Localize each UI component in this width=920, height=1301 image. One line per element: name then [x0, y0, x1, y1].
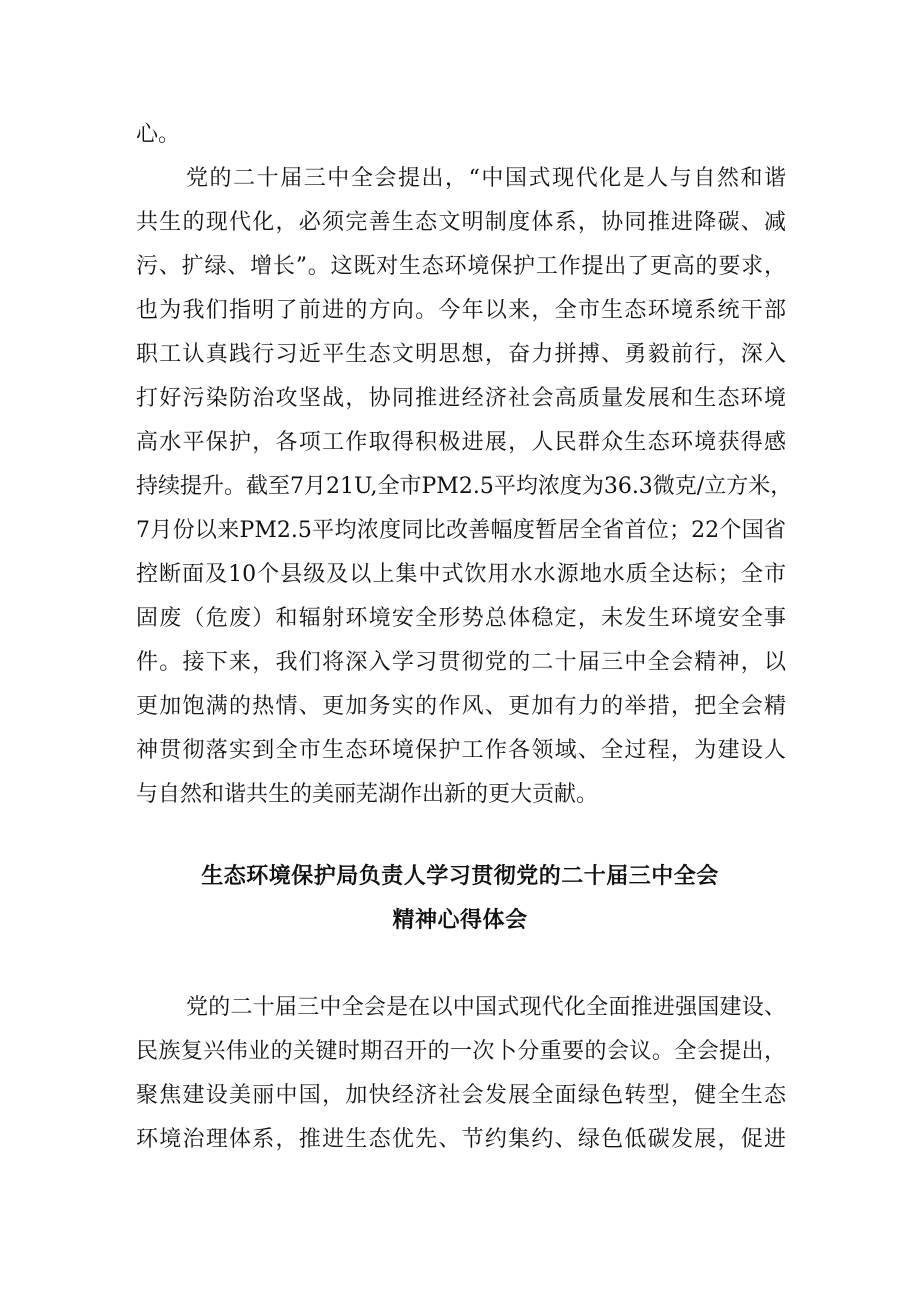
- paragraph-2-line-7: 高水平保护，各项工作取得积极进展，人民群众生态环境获得感: [136, 430, 786, 455]
- paragraph-2-line-9: 7月份以来PM2.5平均浓度同比改善幅度暂居全省首位；22个国省: [136, 518, 786, 543]
- paragraph-2-line-10: 控断面及10个县级及以上集中式饮用水水源地水质全达标；全市: [136, 562, 786, 587]
- paragraph-2-line-11: 固废（危废）和辐射环境安全形势总体稳定，未发生环境安全事: [136, 606, 786, 631]
- paragraph-3-line-3: 聚焦建设美丽中国，加快经济社会发展全面绿色转型，健全生态: [136, 1083, 786, 1108]
- paragraph-2-line-3: 污、扩绿、增长”。这既对生态环境保护工作提出了更高的要求，: [136, 254, 786, 279]
- section-title-line-2: 精神心得体会: [392, 908, 528, 933]
- section-title-line-1: 生态环境保护局负责人学习贯彻党的二十届三中全会: [201, 864, 719, 889]
- paragraph-3-line-2: 民族复兴伟业的关键时期召开的一次卜分重要的会议。全会提出，: [136, 1039, 786, 1064]
- paragraph-2-line-6: 打好污染防治攻坚战，协同推进经济社会高质量发展和生态环境: [136, 386, 786, 411]
- paragraph-2-line-2: 共生的现代化，必须完善生态文明制度体系，协同推进降碳、减: [136, 210, 786, 235]
- paragraph-2-line-14: 神贯彻落实到全市生态环境保护工作各领域、全过程，为建设人: [136, 738, 786, 763]
- paragraph-3-line-1: 党的二十届三中全会是在以中国式现代化全面推进强国建设、: [186, 995, 786, 1020]
- paragraph-2-line-12: 件。接下来，我们将深入学习贯彻党的二十届三中全会精神，以: [136, 650, 786, 675]
- paragraph-2-line-15: 与自然和谐共生的美丽芜湖作出新的更大贡献。: [136, 782, 599, 807]
- paragraph-2-line-1: 党的二十届三中全会提出，“中国式现代化是人与自然和谐: [186, 166, 786, 191]
- paragraph-2-line-4: 也为我们指明了前进的方向。今年以来，全市生态环境系统干部: [136, 298, 786, 323]
- paragraph-3-line-4: 环境治理体系，推进生态优先、节约集约、绿色低碳发展，促进: [136, 1127, 786, 1152]
- paragraph-2-line-8: 持续提升。截至7月21U,全市PM2.5平均浓度为36.3微克/立方米，: [136, 474, 793, 499]
- paragraph-2-line-5: 职工认真践行习近平生态文明思想，奋力拼搏、勇毅前行，深入: [136, 342, 786, 367]
- paragraph-2-line-13: 更加饱满的热情、更加务实的作风、更加有力的举措，把全会精: [136, 694, 786, 719]
- paragraph-1-line-1: 心。: [136, 122, 181, 147]
